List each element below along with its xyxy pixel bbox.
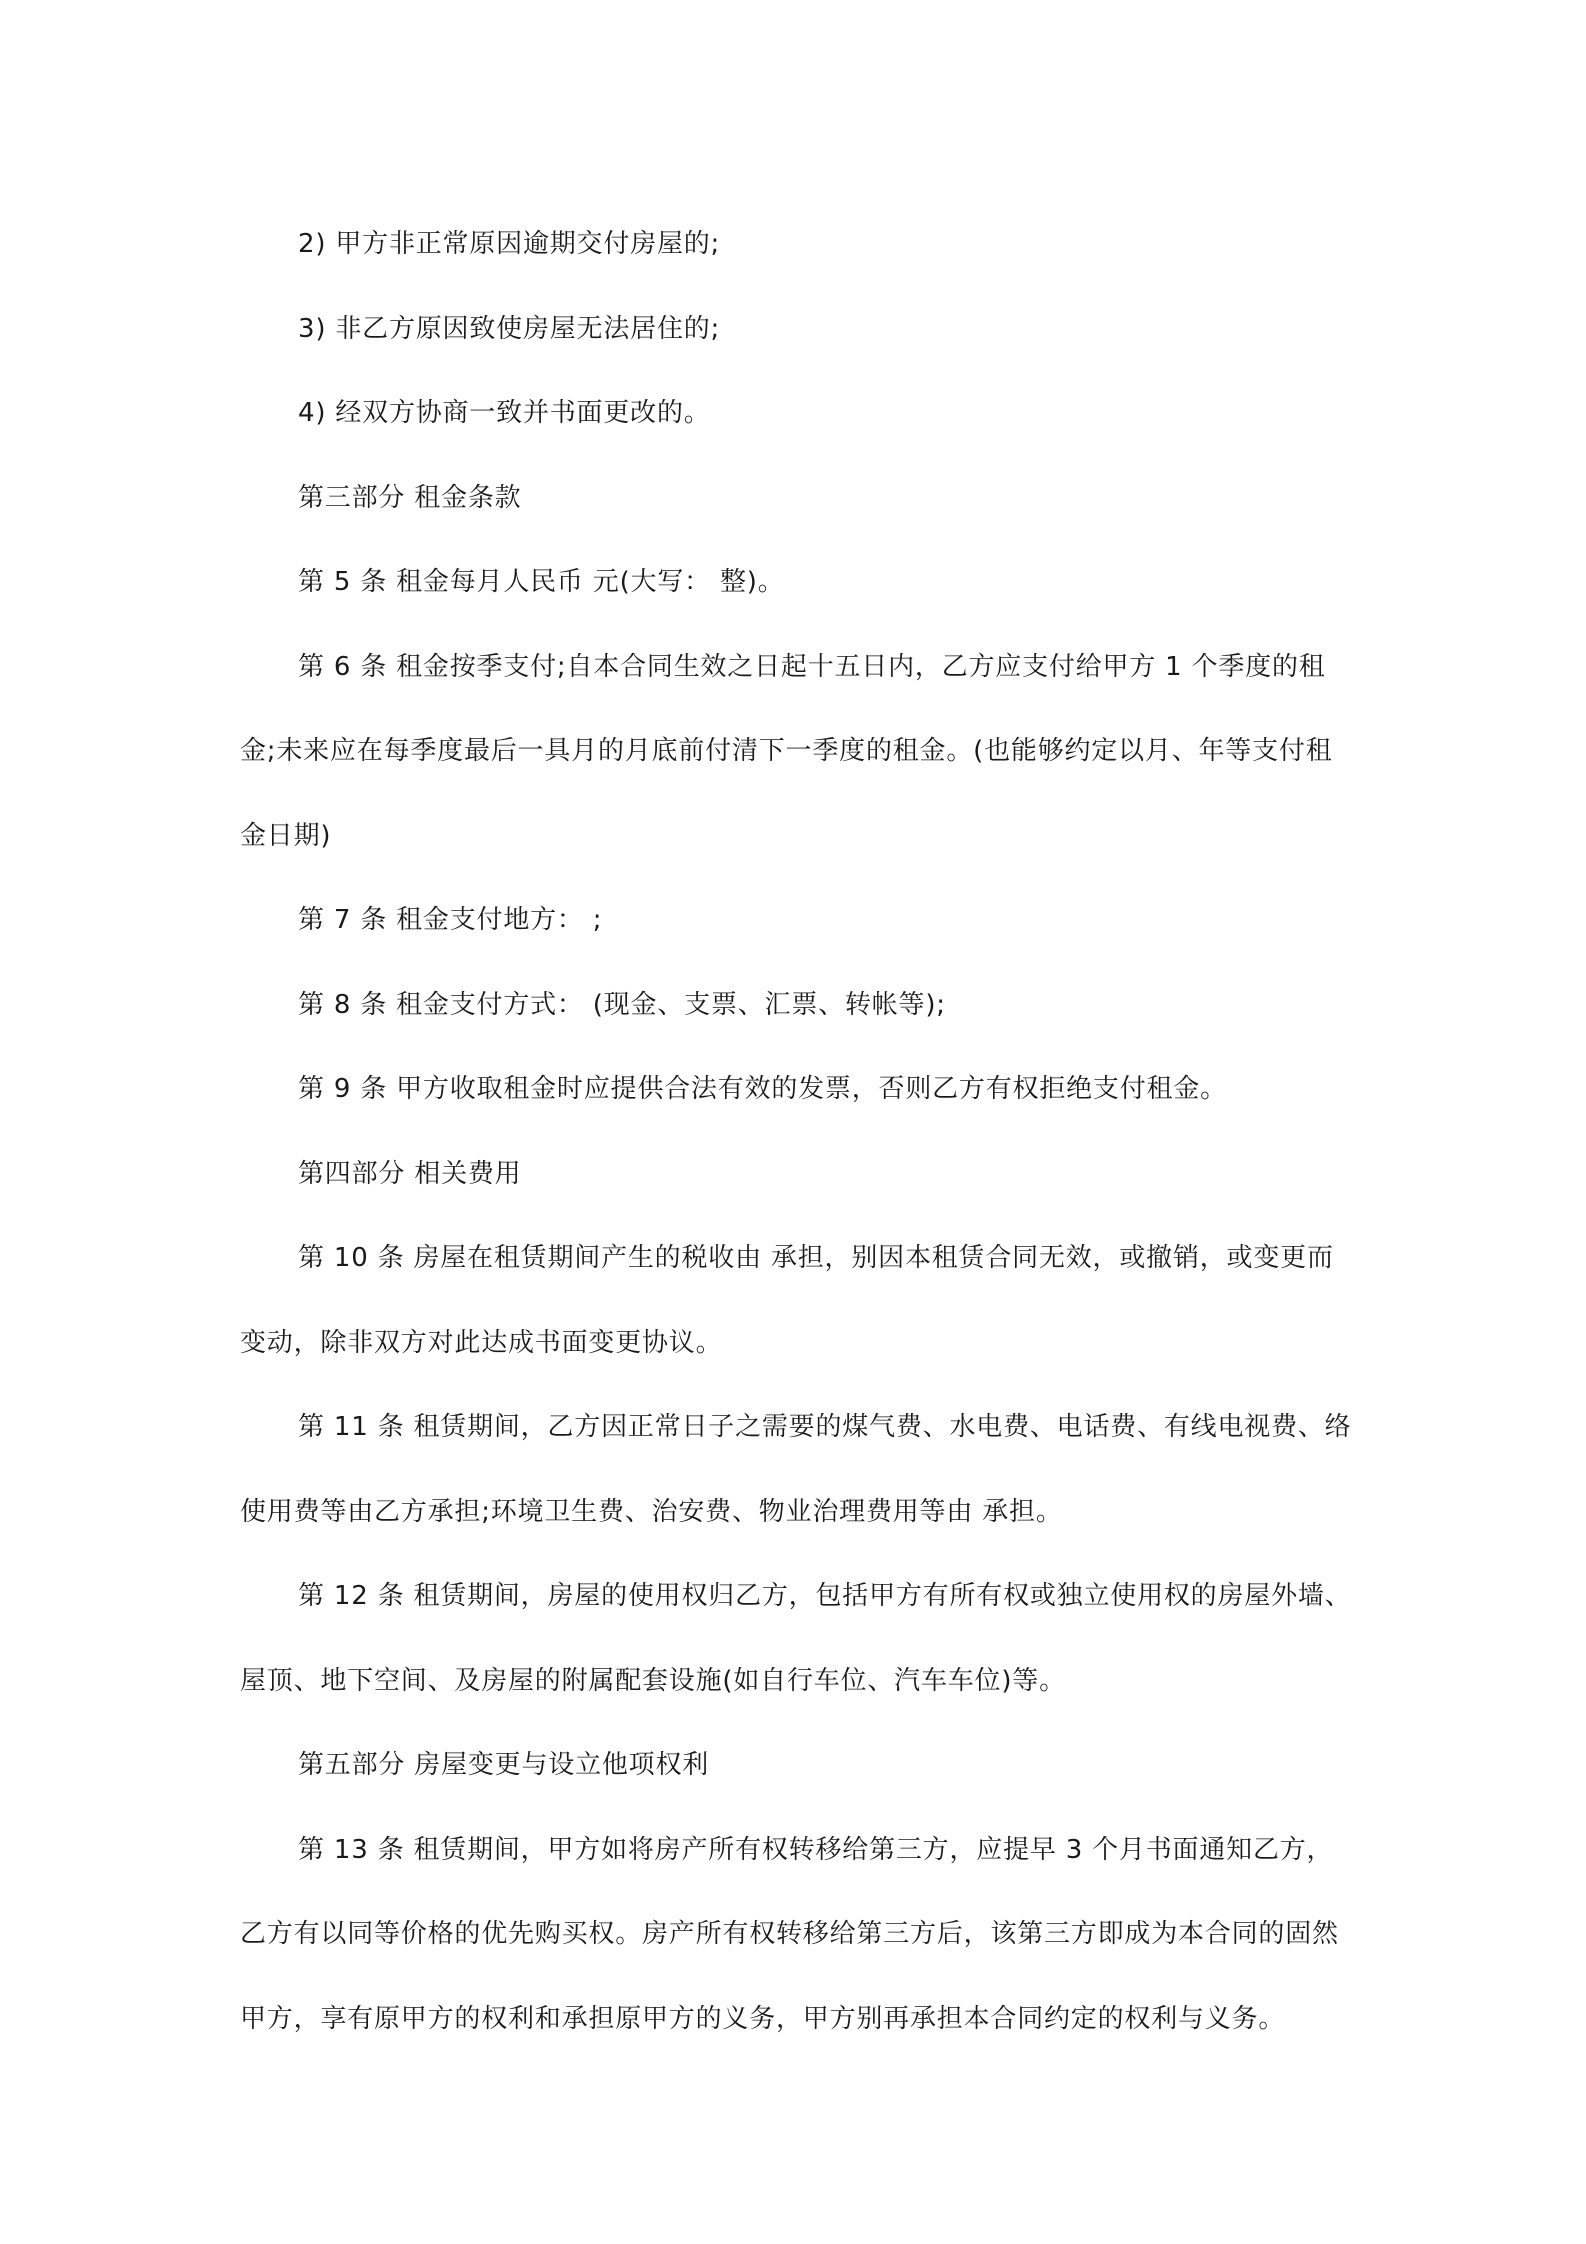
article-9: 第 9 条 甲方收取租金时应提供合法有效的发票，否则乙方有权拒绝支付租金。 (298, 1074, 1227, 1104)
article-13: 第 13 条 租赁期间，甲方如将房产所有权转移给第三方，应提早 3 个月书面通知乙方，乙方有以同等价格的优先购买权。房产所有权转移给第三方后，该第三方即成为本合同的固然甲方，享有原甲方的权利和承担原甲方的义务，甲方别再承担本合同约定的权利与义务。 (240, 1834, 1339, 2034)
article-8: 第 8 条 租金支付方式： (现金、支票、汇票、转帐等); (298, 989, 946, 1020)
clause-2-overdue-delivery: 2) 甲方非正常原因逾期交付房屋的; (298, 229, 721, 259)
clause-3-uninhabitable: 3) 非乙方原因致使房屋无法居住的; (298, 313, 721, 344)
document-body (240, 202, 1355, 2061)
section-heading-part-5: 第五部分 房屋变更与设立他项权利 (298, 1750, 710, 1780)
article-7: 第 7 条 租金支付地方： ; (298, 905, 603, 935)
section-heading-part-3: 第三部分 租金条款 (298, 482, 522, 513)
article-5: 第 5 条 租金每月人民币 元(大写： 整)。 (298, 567, 785, 597)
article-12: 第 12 条 租赁期间，房屋的使用权归乙方，包括甲方有所有权或独立使用权的房屋外墙、屋顶、地下空间、及房屋的附属配套设施(如自行车位、汽车车位)等。 (240, 1581, 1352, 1696)
article-10: 第 10 条 房屋在租赁期间产生的税收由 承担，别因本租赁合同无效，或撤销，或变更而变动，除非双方对此达成书面变更协议。 (240, 1243, 1334, 1358)
article-11: 第 11 条 租赁期间，乙方因正常日子之需要的煤气费、水电费、电话费、有线电视费、络使用费等由乙方承担;环境卫生费、治安费、物业治理费用等由 承担。 (240, 1412, 1352, 1527)
clause-4-mutual-change: 4) 经双方协商一致并书面更改的。 (298, 398, 711, 428)
section-heading-part-4: 第四部分 相关费用 (298, 1158, 522, 1189)
article-6: 第 6 条 租金按季支付;自本合同生效之日起十五日内，乙方应支付给甲方 1 个季度的租金;未来应在每季度最后一具月的月底前付清下一季度的租金。(也能够约定以月、年等支付租金日期) (240, 651, 1333, 851)
